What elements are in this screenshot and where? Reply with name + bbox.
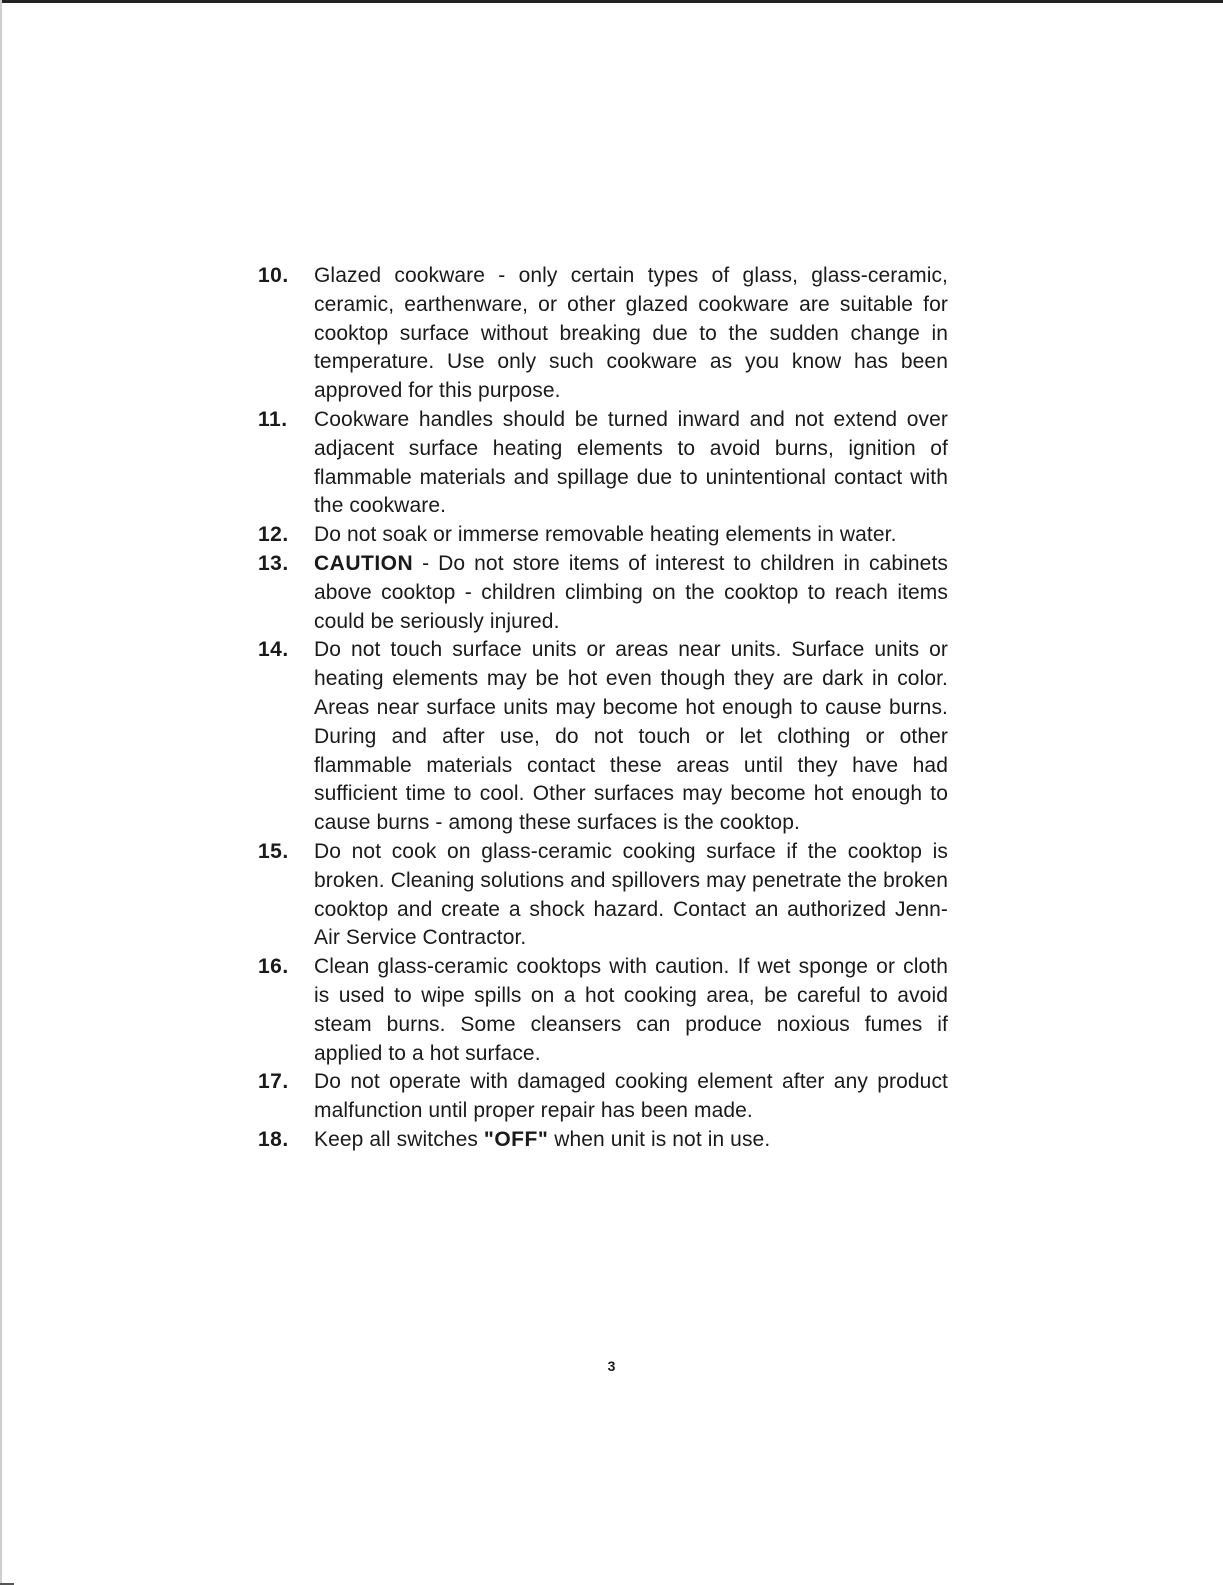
- item-number: 11.: [258, 407, 288, 431]
- list-item-14: [258, 636, 948, 838]
- caution-label: CAUTION: [314, 551, 414, 575]
- item-text-after: when unit is not in use.: [548, 1127, 771, 1151]
- item-number: 18.: [258, 1127, 289, 1151]
- list-item-16: [258, 953, 948, 1068]
- off-label: "OFF": [483, 1127, 549, 1151]
- item-number: 12.: [258, 523, 289, 547]
- item-text: Glazed cookware - only certain types of glass, glass-ceramic, ceramic, earthenware, or other glazed cookware are suitable for cooktop surface without breaking due to the sudden change in temperature. Use only such cookware as you know has been approved for this purpose.: [314, 264, 948, 403]
- item-text: - Do not store items of interest to children in cabinets above cooktop - children climbing on the cooktop to reach items could be seriously injured.: [314, 551, 948, 633]
- item-text: Do not soak or immerse removable heating elements in water.: [314, 523, 897, 547]
- item-number: 15.: [258, 839, 289, 863]
- item-text: Do not cook on glass-ceramic cooking surface if the cooktop is broken. Cleaning solutions and spillovers may penetrate the broken cooktop and create a shock hazard. Contact an authorized Jenn-Air Service Contractor.: [314, 839, 948, 950]
- item-text-before: Keep all switches: [314, 1127, 484, 1151]
- list-item-17: [258, 1068, 948, 1126]
- item-text-container: [314, 1126, 948, 1155]
- safety-instructions-list: [258, 262, 948, 1155]
- list-item-12: [258, 521, 948, 550]
- item-text: Do not touch surface units or areas near units. Surface units or heating elements may be hot even though they are dark in color. Areas near surface units may become hot enough to cause burns. During and after use, do not touch or let clothing or other flammable materials contact these areas until they have had sufficient time to cool. Other surfaces may become hot enough to cause burns - among these surfaces is the cooktop.: [314, 638, 948, 835]
- item-number: 17.: [258, 1070, 289, 1094]
- item-text-container: [314, 550, 948, 636]
- list-item-13: [258, 550, 948, 636]
- item-number: 13.: [258, 551, 289, 575]
- scan-edge-top: [0, 0, 1223, 3]
- list-item-18: [258, 1126, 948, 1155]
- scan-edge-left: [0, 0, 2, 1585]
- item-text: Do not operate with damaged cooking element after any product malfunction until proper repair has been made.: [314, 1070, 948, 1123]
- list-item-15: [258, 838, 948, 953]
- list-item-10: [258, 262, 948, 406]
- page-number: 3: [607, 1358, 616, 1374]
- list-item-11: [258, 406, 948, 521]
- item-number: 16.: [258, 955, 289, 979]
- item-number: 10.: [258, 264, 289, 287]
- item-text: Cookware handles should be turned inward and not extend over adjacent surface heating elements to avoid burns, ignition of flammable materials and spillage due to unintentional contact with the cookware.: [314, 407, 948, 518]
- item-number: 14.: [258, 638, 289, 662]
- item-text: Clean glass-ceramic cooktops with caution. If wet sponge or cloth is used to wipe spills on a hot cooking area, be careful to avoid steam burns. Some cleansers can produce noxious fumes if applied to a hot surface.: [314, 955, 948, 1065]
